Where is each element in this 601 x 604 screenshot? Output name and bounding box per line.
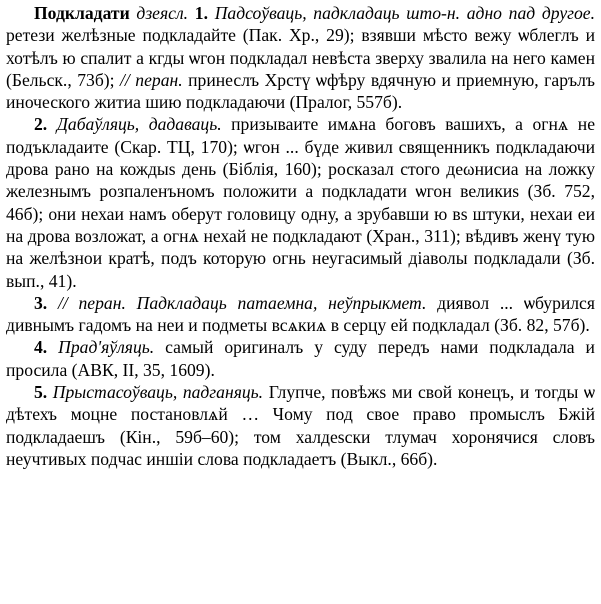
sense-5-citations: Глупче, повѣжѕ ми свой конецъ, и тогды ѡ дѣтехъ моцне постановлѧй … Чому под свое право промыслъ Бжій подкладаешъ (Кін., 59б–60); том халдеѕски тлумач хоронячися словъ неучтивых подчас иншіи слова подкладаетъ (Выкл., 66б). [6, 382, 596, 469]
dictionary-entry [6, 2, 595, 470]
sense-3-figurative-label: // перан. [57, 292, 126, 313]
sense-2-number: 2. [34, 114, 48, 135]
sense-2-citations: призываите имѧна боговъ вашихъ, а огнѧ не подъкладаите (Скар. ТЦ, 170); ѡгон ... бүде живил священникъ подкладаючи дрова рано на кождыѕ день (Біблія, 160); росказал стого деωнисиа на ложку железнымъ розпаленъномъ положити а подкладати ѡгон великиѕ (Зб. 752, 46б); они нехаи намъ оберут головицу одну, а зрубавши ю вѕ штуки, нехаи еи на дрова возложат, а огнѧ нехай не подкладают (Хран., 311); вѣдивъ женү тую на желѣзнои кратѣ, подъ которую огнь неугасимый діаволы подкладали (Зб. вып., 41). [6, 114, 595, 291]
sense-4-gloss: Прад'яўляць. [58, 337, 155, 358]
sense-4-number: 4. [34, 337, 48, 358]
sense-3-paragraph [6, 292, 595, 337]
grammar-label: дзеясл. [136, 3, 189, 23]
sense-3-gloss: Падкладаць патаемна, неўпрыкмет. [136, 292, 427, 313]
sense-1-gloss: Падсоўваць, падкладаць што-н. адно пад другое. [214, 3, 596, 23]
headword: Подкладати [34, 3, 130, 23]
sense-1-figurative-citations: принеслъ Хрстү ѡфѣру вдячную и приемную, гарълъ иноческого житиа шию подкладаючи (Пралог, 557б). [6, 69, 595, 113]
sense-2-paragraph [6, 113, 595, 291]
sense-1-figurative-label: // перан. [120, 69, 183, 90]
sense-3-citations: диявол ... ѡбурился дивнымъ гадомъ на неи и подметы всѧкиѧ в серцу ей подкладал (Зб. 82, 57б). [6, 292, 595, 336]
sense-5-gloss: Прыстасоўваць, падганяць. [52, 382, 264, 403]
sense-4-citations: самый оригиналъ у суду передъ нами подкладала и просила (АВК, ІІ, 35, 1609). [6, 337, 595, 380]
sense-3-number: 3. [34, 292, 48, 313]
sense-4-paragraph [6, 336, 595, 381]
sense-1-citations: ретези желѣзные подкладайте (Пак. Хр., 29); взявши мѣсто вежу ѡблеглъ и хотѣлъ ю спалит а кгды ѡгон подкладал невѣста зверху звалила на него камен (Бельск., 73б); [6, 25, 595, 90]
sense-1-number: 1. [194, 3, 208, 23]
sense-5-paragraph [6, 381, 595, 470]
sense-2-gloss: Дабаўляць, дадаваць. [56, 114, 222, 135]
sense-5-number: 5. [34, 382, 48, 403]
sense-1-paragraph [6, 2, 595, 113]
